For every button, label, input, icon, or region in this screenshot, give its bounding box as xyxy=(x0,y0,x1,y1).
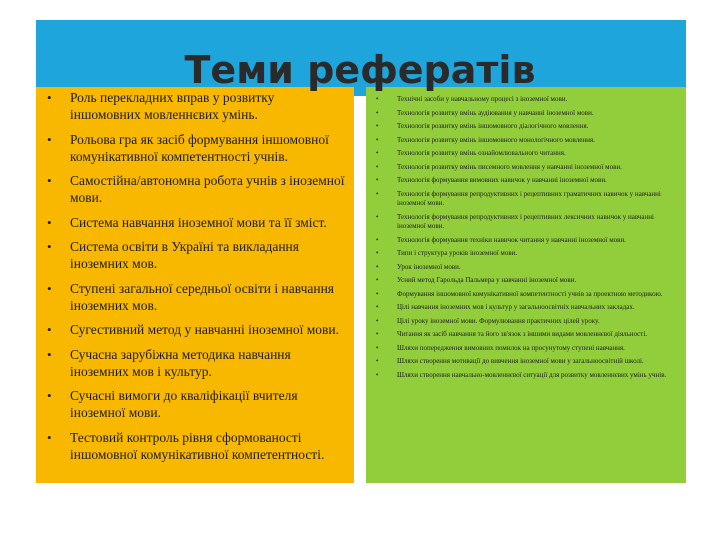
slide-title: Теми рефератів xyxy=(184,48,536,92)
left-topic-item: • Сучасна зарубіжна методика навчання іноземних мов і культур. xyxy=(36,346,354,380)
left-topic-item: • Сучасні вимоги до кваліфікації вчителя іноземної мови. xyxy=(36,387,354,421)
right-topic-item: • Шляхи створення навчально-мовленнєвої ситуації для розвитку мовленнєвих умінь учнів. xyxy=(366,371,686,381)
right-topic-item: • Технологія розвитку вмінь писемного мовлення у навчанні іноземної мови. xyxy=(366,163,686,173)
right-topic-item: • Шляхи створення мотивації до вивчення іноземної мови у загальноосвітній школі. xyxy=(366,357,686,367)
right-topic-item: • Технологія розвитку вмінь ознайомлювального читання. xyxy=(366,149,686,159)
right-topic-item: • Технологія розвитку вмінь іншомовного діалогічного мовлення. xyxy=(366,122,686,132)
right-topic-item: • Технологія розвитку вмінь аудіювання у навчанні іноземної мови. xyxy=(366,109,686,119)
right-topics-list xyxy=(366,95,686,384)
left-topic-item: • Сугестивний метод у навчанні іноземної мови. xyxy=(36,321,354,338)
left-topic-item: • Роль перекладних вправ у розвитку іншомовних мовленнєвих умінь. xyxy=(36,89,354,123)
right-topic-item: • Усний метод Гарольда Пальмера у навчанні іноземної мови. xyxy=(366,276,686,286)
right-topic-item: • Цілі уроку іноземної мови. Формулювання практичних цілей уроку. xyxy=(366,317,686,327)
right-topic-item: • Технологія розвитку вмінь іншомовного монологічного мовлення. xyxy=(366,136,686,146)
left-topic-item: • Система освіти в Україні та викладання іноземних мов. xyxy=(36,238,354,272)
right-topic-item: • Шляхи попередження вимовних помилок на просунутому ступені навчання. xyxy=(366,344,686,354)
right-topic-item: • Технологія формування техніки навичок читання у навчанні іноземної мови. xyxy=(366,236,686,246)
right-topic-item: • Технологія формування репродуктивних і рецептивних лексичних навичок у навчанні іноземної мови. xyxy=(366,213,686,232)
right-topic-item: • Урок іноземної мови. xyxy=(366,263,686,273)
left-topic-item: • Тестовий контроль рівня сформованості іншомовної комунікативної компетентності. xyxy=(36,429,354,463)
left-topics-list xyxy=(36,89,354,470)
left-topic-item: • Рольова гра як засіб формування іншомовної комунікативної компетентності учнів. xyxy=(36,131,354,165)
left-topic-item: • Самостійна/автономна робота учнів з іноземної мови. xyxy=(36,172,354,206)
right-topic-item: • Типи і структура уроків іноземної мови. xyxy=(366,249,686,259)
left-topic-item: • Ступені загальної середньої освіти і навчання іноземних мов. xyxy=(36,280,354,314)
right-topic-item: • Технологія формування вимовних навичок у навчанні іноземної мови. xyxy=(366,176,686,186)
right-topics-panel xyxy=(366,87,686,483)
left-topics-panel xyxy=(36,87,354,483)
right-topic-item: • Читання як засіб навчання та його зв'язок з іншими видами мовленнєвої діяльності. xyxy=(366,330,686,340)
right-topic-item: • Цілі навчання іноземних мов і культур у загальноосвітніх навчальних закладах. xyxy=(366,303,686,313)
right-topic-item: • Формування іншомовної комунікативної компетентності учнів за проектною методикою. xyxy=(366,290,686,300)
right-topic-item: • Технологія формування репродуктивних і рецептивних граматичних навичок у навчанні іноземної мови. xyxy=(366,190,686,209)
left-topic-item: • Система навчання іноземної мови та її зміст. xyxy=(36,214,354,231)
right-topic-item: • Технічні засоби у навчальному процесі з іноземної мови. xyxy=(366,95,686,105)
